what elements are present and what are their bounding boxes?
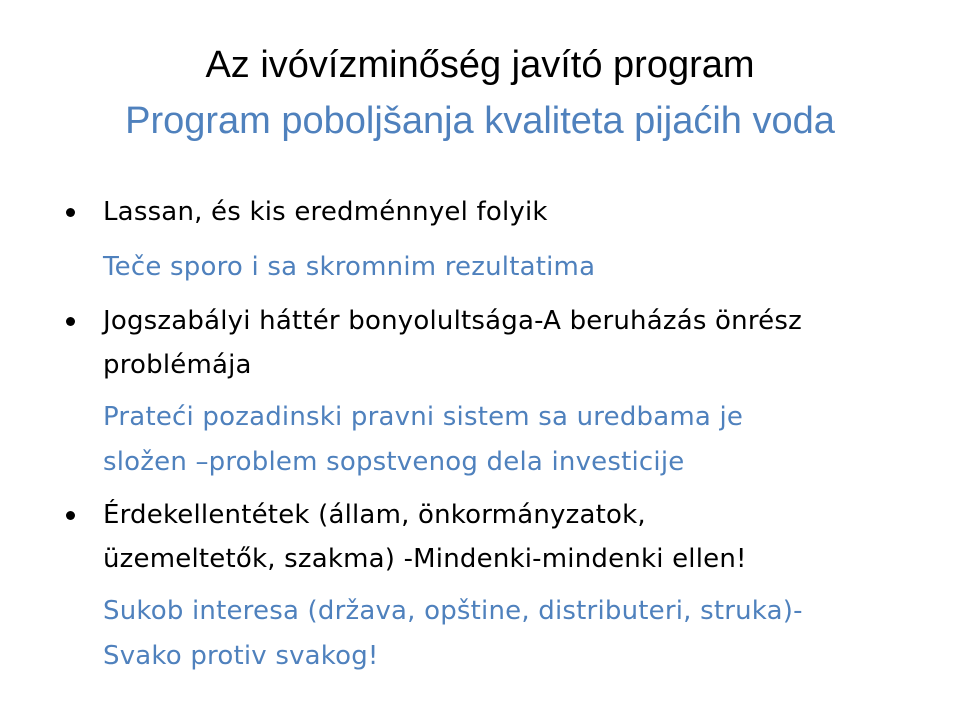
item-3-serbian-line-2: Svako protiv svakog! bbox=[103, 641, 379, 671]
bullet-3 bbox=[66, 511, 75, 520]
bullet-1 bbox=[66, 208, 75, 217]
item-2-serbian-line-1: Prateći pozadinski pravni sistem sa uredbama je bbox=[103, 402, 744, 432]
bullet-2 bbox=[66, 317, 75, 326]
item-1-hungarian-line-1: Lassan, és kis eredménnyel folyik bbox=[103, 197, 548, 227]
item-2-hungarian-line-1: Jogszabályi háttér bonyolultsága-A beruházás önrész bbox=[103, 306, 802, 336]
item-2-serbian-line-2: složen –problem sopstvenog dela investicije bbox=[103, 447, 685, 477]
slide-title-hungarian: Az ivóvízminőség javító program bbox=[205, 44, 755, 86]
item-3-hungarian-line-2: üzemeltetők, szakma) -Mindenki-mindenki ellen! bbox=[103, 544, 747, 574]
slide-title-serbian: Program poboljšanja kvaliteta pijaćih voda bbox=[125, 100, 835, 142]
item-3-hungarian-line-1: Érdekellentétek (állam, önkormányzatok, bbox=[103, 500, 646, 530]
item-2-hungarian-line-2: problémája bbox=[103, 350, 252, 380]
item-1-serbian-line-1: Teče sporo i sa skromnim rezultatima bbox=[103, 252, 596, 282]
item-3-serbian-line-1: Sukob interesa (država, opštine, distributeri, struka)- bbox=[103, 596, 803, 626]
